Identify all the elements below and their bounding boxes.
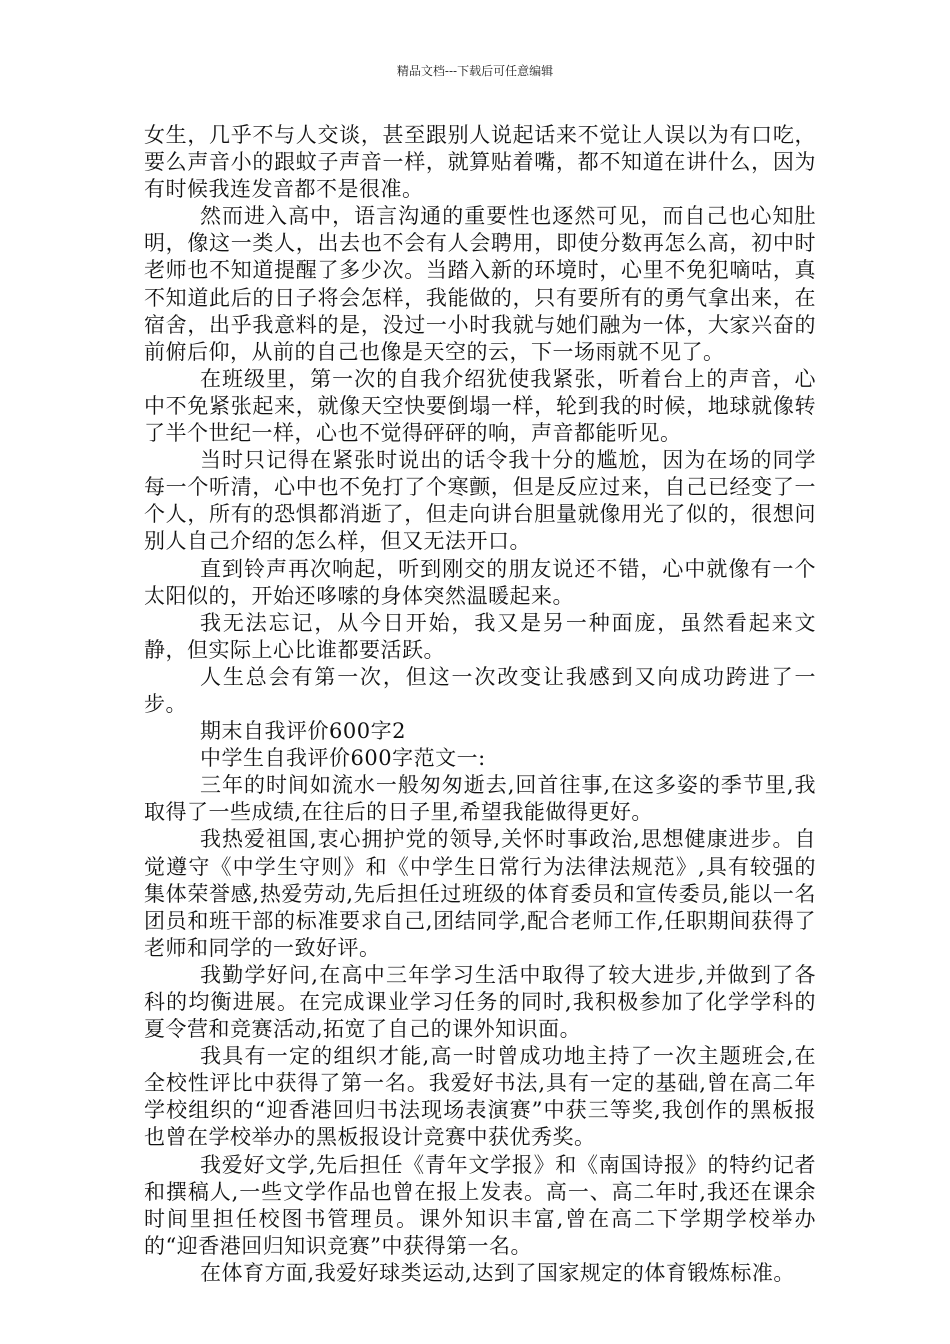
page-header: 精品文档---下载后可任意编辑	[396, 64, 554, 78]
document-body	[144, 122, 816, 1287]
paragraph: 然而进入高中，语言沟通的重要性也逐然可见，而自己也心知肚明，像这一类人，出去也不会有人会聘用，即使分数再怎么高，初中时老师也不知道提醒了多少次。当踏入新的环境时，心里不免犯嘀咕，真不知道此后的日子将会怎样，我能做的，只有要所有的勇气拿出来，在宿舍，出乎我意料的是，没过一小时我就与她们融为一体，大家兴奋的前俯后仰，从前的自己也像是天空的云，下一场雨就不见了。	[144, 204, 816, 364]
section-title: 期末自我评价600字2	[200, 719, 406, 744]
paragraph: 直到铃声再次响起，听到刚交的朋友说还不错，心中就像有一个太阳似的，开始还哆嗦的身体突然温暖起来。	[144, 556, 816, 608]
paragraph: 我无法忘记，从今日开始，我又是另一种面庞，虽然看起来文静，但实际上心比谁都要活跃。	[144, 610, 816, 662]
paragraph: 在班级里，第一次的自我介绍犹使我紧张，听着台上的声音，心中不免紧张起来，就像天空快要倒塌一样，轮到我的时候，地球就像转了半个世纪一样，心也不觉得砰砰的响，声音都能听见。	[144, 366, 816, 446]
paragraph: 我热爱祖国,衷心拥护党的领导,关怀时事政治,思想健康进步。自觉遵守《中学生守则》和《中学生日常行为法律法规范》,具有较强的集体荣誉感,热爱劳动,先后担任过班级的体育委员和宣传委员,能以一名团员和班干部的标准要求自己,团结同学,配合老师工作,任职期间获得了老师和同学的一致好评。	[144, 827, 816, 960]
paragraph: 当时只记得在紧张时说出的话令我十分的尴尬，因为在场的同学每一个听清，心中也不免打了个寒颤，但是反应过来，自己已经变了一个人，所有的恐惧都消逝了，但走向讲台胆量就像用光了似的，很想问别人自己介绍的怎么样，但又无法开口。	[144, 448, 816, 554]
paragraph: 女生，几乎不与人交谈，甚至跟别人说起话来不觉让人误以为有口吃，要么声音小的跟蚊子声音一样，就算贴着嘴，都不知道在讲什么，因为有时候我连发音都不是很准。	[144, 123, 816, 202]
section-subtitle: 中学生自我评价600字范文一:	[200, 746, 486, 771]
paragraph: 我具有一定的组织才能,高一时曾成功地主持了一次主题班会,在全校性评比中获得了第一名。我爱好书法,具有一定的基础,曾在高二年学校组织的“迎香港回归书法现场表演赛”中获三等奖,我创作的黑板报也曾在学校举办的黑板报设计竞赛中获优秀奖。	[144, 1044, 816, 1150]
paragraph: 我勤学好问,在高中三年学习生活中取得了较大进步,并做到了各科的均衡进展。在完成课业学习任务的同时,我积极参加了化学学科的夏令营和竞赛活动,拓宽了自己的课外知识面。	[144, 962, 816, 1042]
paragraph: 在体育方面,我爱好球类运动,达到了国家规定的体育锻炼标准。	[200, 1260, 795, 1285]
paragraph: 我爱好文学,先后担任《青年文学报》和《南国诗报》的特约记者和撰稿人,一些文学作品也曾在报上发表。高一、高二年时,我还在课余时间里担任校图书管理员。课外知识丰富,曾在高二下学期学校举办的“迎香港回归知识竞赛”中获得第一名。	[144, 1152, 816, 1258]
paragraph: 人生总会有第一次，但这一次改变让我感到又向成功跨进了一步。	[144, 664, 816, 716]
paragraph: 三年的时间如流水一般匆匆逝去,回首往事,在这多姿的季节里,我取得了一些成绩,在往后的日子里,希望我能做得更好。	[144, 773, 816, 825]
